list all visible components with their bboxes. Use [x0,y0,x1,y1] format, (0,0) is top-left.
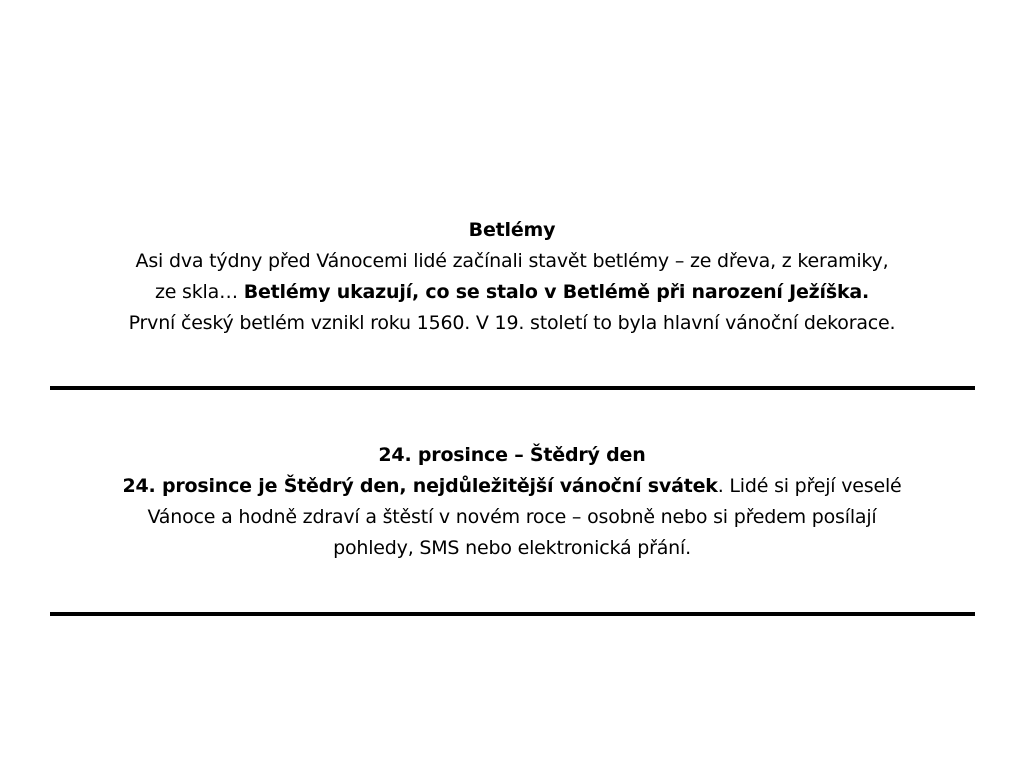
paragraph-line: pohledy, SMS nebo elektronická přání. [333,537,691,559]
divider-line [50,386,975,390]
section-stedry-den [40,440,984,564]
paragraph-line: Vánoce a hodně zdraví a štěstí v novém roce – osobně nebo si předem posílají [147,506,877,528]
paragraph-line: Asi dva týdny před Vánocemi lidé začínali stavět betlémy – ze dřeva, z keramiky, [135,250,889,272]
divider-line [50,612,975,616]
bold-text: 24. prosince je Štědrý den, nejdůležitější vánoční svátek [122,475,718,497]
section-heading: 24. prosince – Štědrý den [378,444,646,466]
section-betlemy [40,215,984,339]
paragraph-line [40,277,984,308]
bold-text: Betlémy ukazují, co se stalo v Betlémě při narození Ježíška. [243,281,870,303]
paragraph-line: První český betlém vznikl roku 1560. V 19. století to byla hlavní vánoční dekorace. [128,312,896,334]
plain-text: . Lidé si přejí veselé [717,475,902,497]
paragraph-line [40,471,984,502]
section-heading: Betlémy [468,219,556,241]
plain-text: ze skla… [154,281,244,303]
